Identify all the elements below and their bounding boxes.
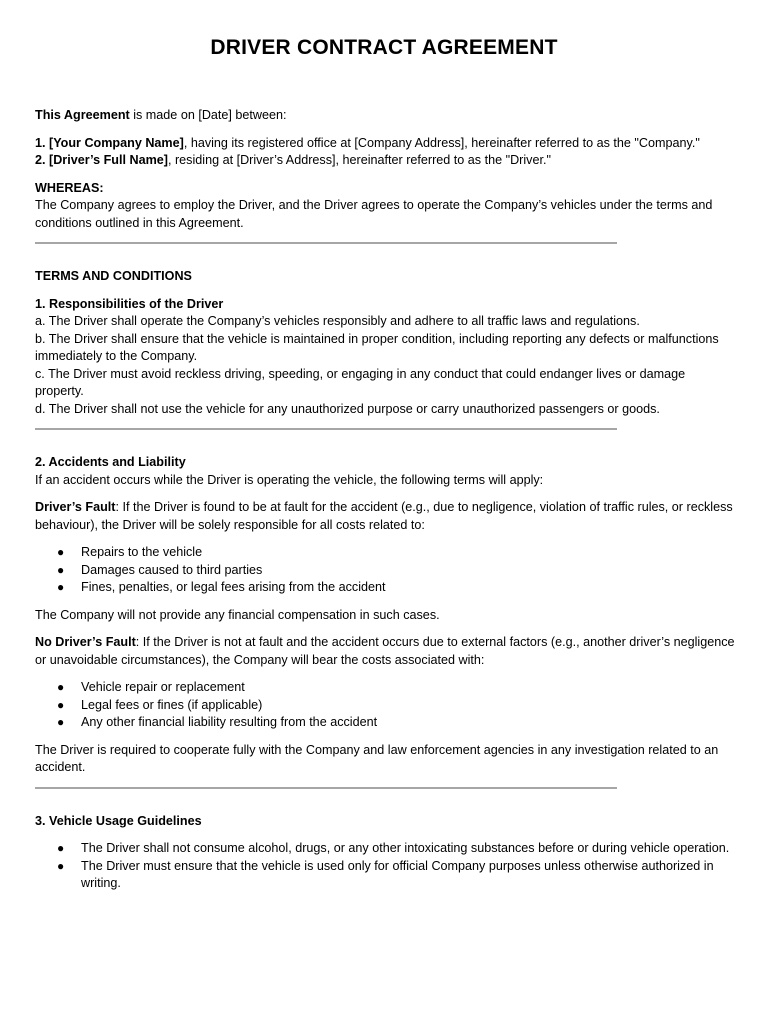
whereas-text: The Company agrees to employ the Driver, and the Driver agrees to operate the Company’s vehicles under the terms and conditions outlined in this Agreement. [35, 198, 713, 230]
bullet-icon: ● [57, 545, 65, 559]
usage-list [35, 840, 735, 893]
responsibilities-heading [35, 296, 735, 314]
party-driver-name: 2. [Driver’s Full Name] [35, 153, 168, 167]
party-company-text: , having its registered office at [Company Address], hereinafter referred to as the "Company." [183, 135, 700, 150]
accidents-heading-text: 2. Accidents and Liability [35, 455, 186, 469]
list-item-text: Vehicle repair or replacement [81, 680, 245, 694]
bullet-icon: ● [57, 858, 65, 873]
usage-heading-text: 3. Vehicle Usage Guidelines [35, 813, 202, 828]
whereas-label [35, 180, 735, 198]
responsibilities-heading-text: 1. Responsibilities of the Driver [35, 296, 224, 311]
party-driver-text: , residing at [Driver’s Address], hereinafter referred to as the "Driver." [167, 153, 551, 167]
bullet-icon: ● [57, 841, 65, 855]
no-fault-label: No Driver’s Fault [35, 635, 136, 649]
responsibility-item: a. The Driver shall operate the Company’s vehicles responsibly and adhere to all traffic laws and regulations. [35, 314, 640, 328]
list-item-text: The Driver shall not consume alcohol, drugs, or any other intoxicating substances before or during vehicle operation. [81, 841, 730, 855]
responsibility-item: c. The Driver must avoid reckless driving, speeding, or engaging in any conduct that could endanger lives or damage property. [35, 366, 686, 398]
drivers-fault-text: : If the Driver is found to be at fault for the accident (e.g., due to negligence, violation of traffic rules, or reckless behaviour), the Driver will be solely responsible for all costs related to: [35, 500, 733, 532]
drivers-fault-label: Driver’s Fault [35, 500, 116, 514]
responsibility-item: d. The Driver shall not use the vehicle for any unauthorized purpose or carry unauthorized passengers or goods. [35, 401, 660, 416]
list-item [35, 858, 735, 893]
list-item [35, 697, 735, 715]
section-divider [35, 428, 617, 430]
list-item-text: Any other financial liability resulting from the accident [81, 715, 378, 729]
agreement-intro [35, 107, 735, 125]
list-item-text: The Driver must ensure that the vehicle is used only for official Company purposes unless otherwise authorized in writing. [81, 858, 714, 890]
whereas-label-text: WHEREAS: [35, 180, 104, 195]
party-company [35, 135, 735, 153]
list-item [35, 840, 735, 858]
accidents-intro: If an accident occurs while the Driver is operating the vehicle, the following terms will apply: [35, 472, 544, 487]
drivers-fault-note: The Company will not provide any financial compensation in such cases. [35, 607, 440, 622]
responsibility-item: b. The Driver shall ensure that the vehicle is maintained in proper condition, including reporting any defects or malfunctions immediately to the Company. [35, 331, 719, 363]
agreement-intro-bold: This Agreement [35, 108, 130, 122]
party-company-name: 1. [Your Company Name] [35, 135, 184, 150]
usage-heading [35, 813, 735, 831]
bullet-icon: ● [57, 562, 65, 577]
list-item [35, 562, 735, 580]
drivers-fault-clause [35, 499, 735, 534]
list-item-text: Fines, penalties, or legal fees arising from the accident [81, 580, 386, 594]
accidents-heading [35, 454, 735, 472]
section-divider [35, 787, 617, 789]
list-item-text: Repairs to the vehicle [81, 545, 203, 559]
list-item [35, 579, 735, 597]
no-fault-list [35, 679, 735, 732]
bullet-icon: ● [57, 715, 65, 729]
terms-heading [35, 268, 735, 286]
list-item [35, 714, 735, 732]
cooperation-clause: The Driver is required to cooperate fully with the Company and law enforcement agencies in any investigation related to an accident. [35, 742, 719, 774]
document-page [35, 0, 735, 893]
agreement-intro-text: is made on [Date] between: [129, 108, 287, 122]
terms-heading-text: TERMS AND CONDITIONS [35, 269, 192, 283]
document-title: DRIVER CONTRACT AGREEMENT [210, 36, 558, 59]
list-item-text: Legal fees or fines (if applicable) [81, 697, 263, 712]
list-item-text: Damages caused to third parties [81, 562, 263, 577]
no-fault-clause [35, 634, 735, 669]
drivers-fault-list [35, 544, 735, 597]
list-item [35, 544, 735, 562]
bullet-icon: ● [57, 680, 65, 694]
bullet-icon: ● [57, 580, 65, 594]
bullet-icon: ● [57, 697, 65, 712]
no-fault-text: : If the Driver is not at fault and the accident occurs due to external factors (e.g., another driver’s negligence or unavoidable circumstances), the Company will bear the costs associated with: [35, 635, 735, 667]
section-divider [35, 242, 617, 244]
list-item [35, 679, 735, 697]
party-driver [35, 152, 735, 170]
